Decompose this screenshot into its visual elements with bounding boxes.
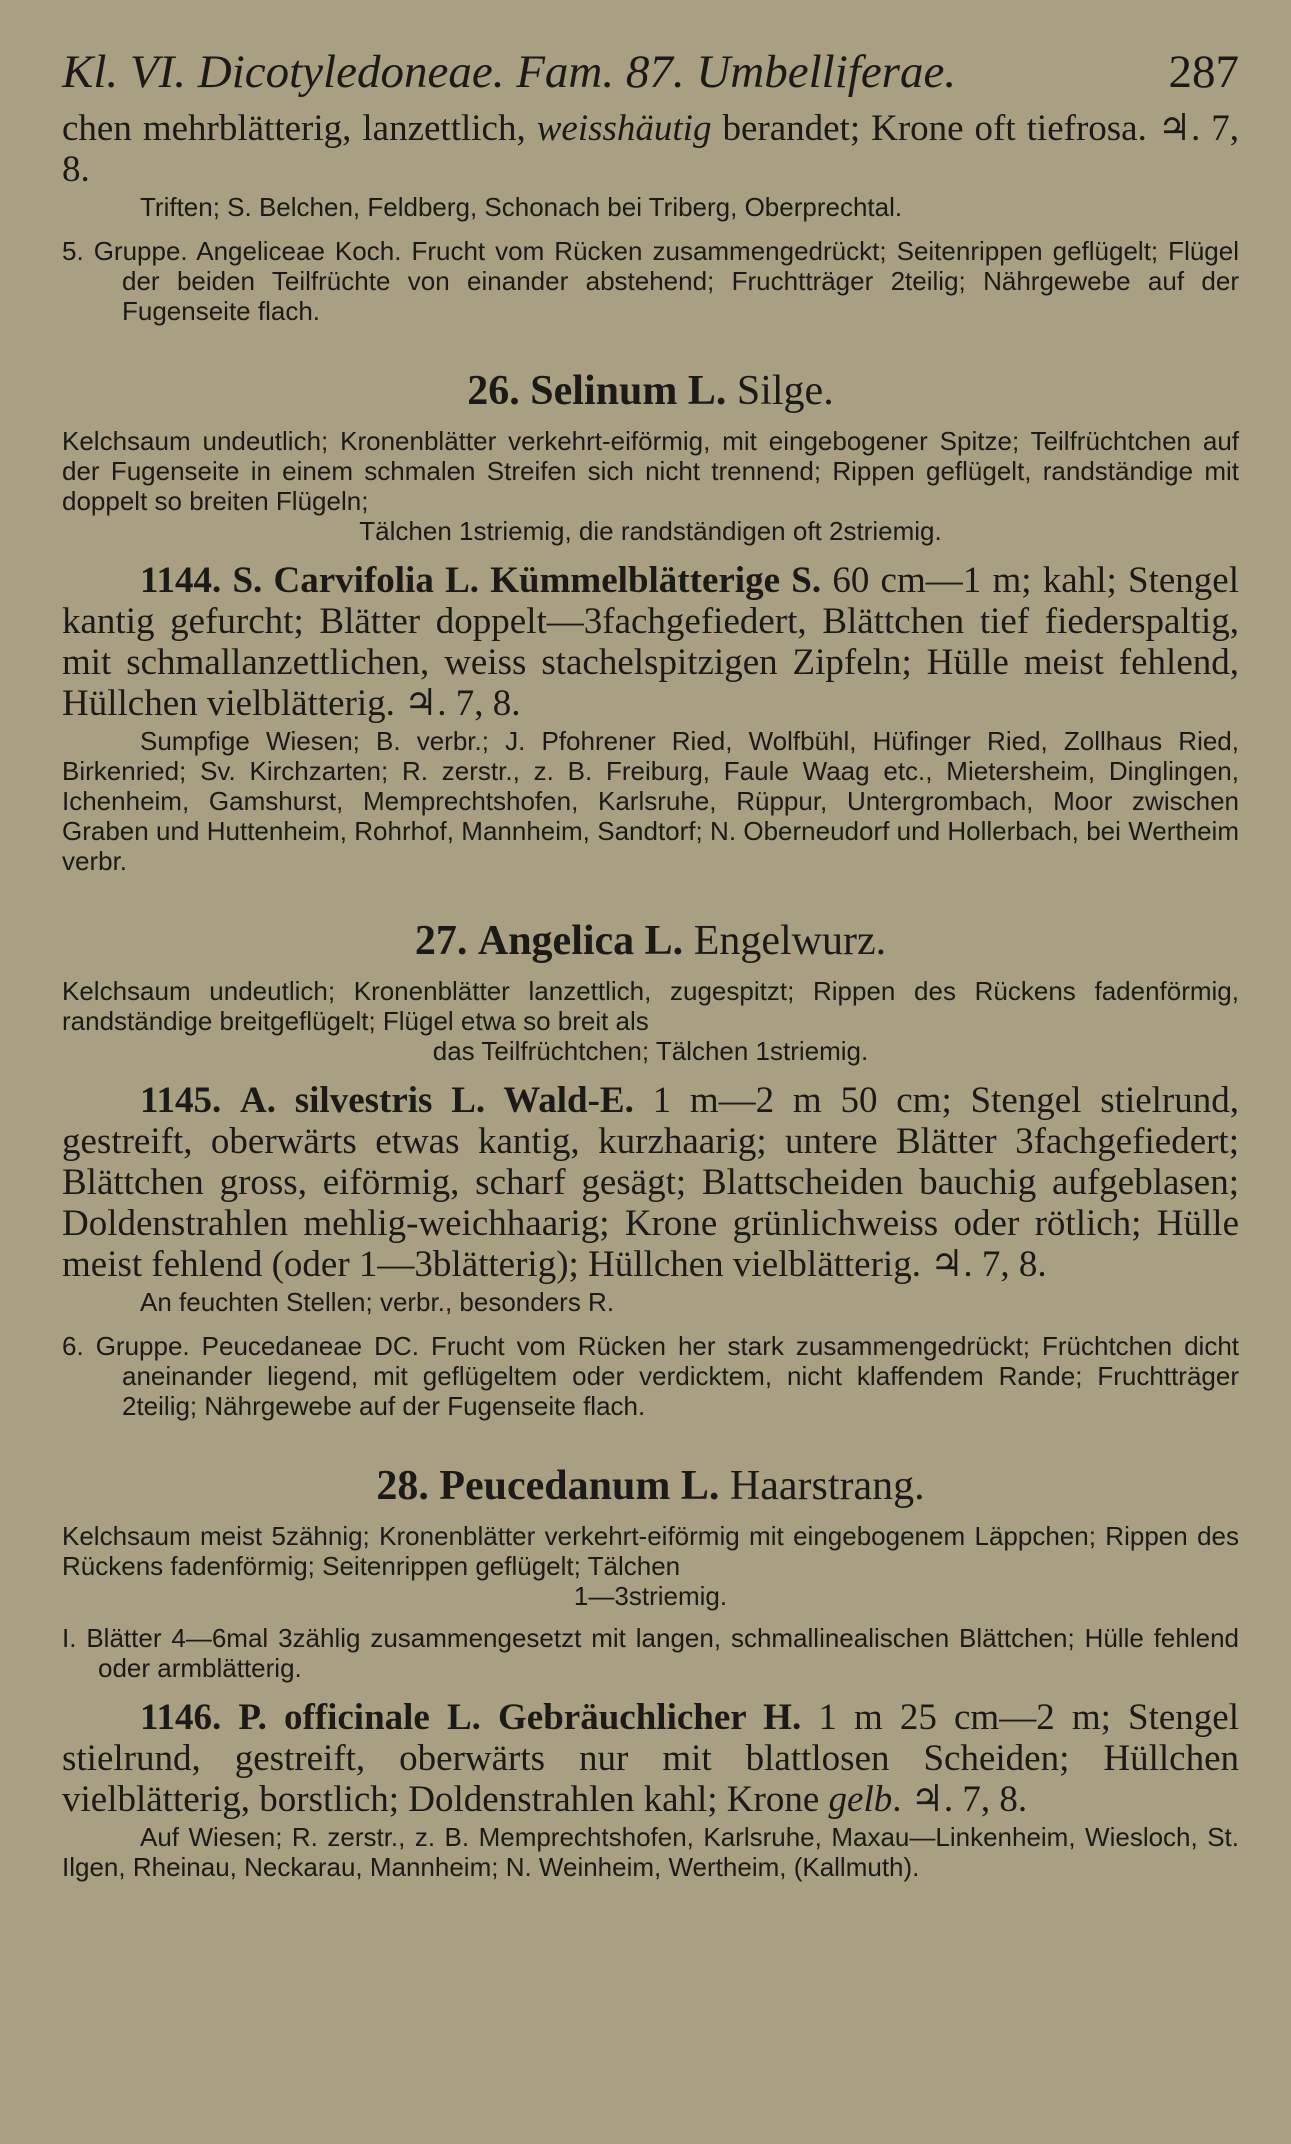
text-column xyxy=(62,44,1239,1882)
genus-desc-text: Kelchsaum undeutlich; Kronenblätter lanzettlich, zugespitzt; Rippen des Rückens fadenförmig, randständige breitgeflügelt; Flügel etwa so breit als xyxy=(62,976,1239,1036)
genus-28-description xyxy=(62,1521,1239,1611)
genus-common-name: Haarstrang. xyxy=(729,1463,925,1509)
genus-name: Peucedanum L. xyxy=(439,1463,720,1509)
species-description-end: . ♃. 7, 8. xyxy=(892,1779,1028,1820)
running-title: Kl. VI. Dicotyledoneae. Fam. 87. Umbelliferae. xyxy=(62,46,957,98)
species-name: P. officinale L. Gebräuchlicher H. xyxy=(238,1697,802,1738)
genus-desc-last-line: Tälchen 1striemig, die randständigen oft 2striemig. xyxy=(359,516,942,546)
species-description: 1 m 25 cm—2 m; Stengel stielrund, gestreift, oberwärts nur mit blattlosen Scheiden; Hüllchen vielblätterig, borstlich; Doldenstrahlen kahl; Krone xyxy=(62,1697,1240,1820)
species-1145 xyxy=(62,1080,1239,1285)
species-1144 xyxy=(62,560,1239,724)
running-header xyxy=(62,44,1239,100)
group-6-description: 6. Gruppe. Peucedaneae DC. Frucht vom Rücken her stark zusammengedrückt; Früchtchen dicht aneinander liegend, mit geflügeltem oder verdicktem, nicht klaffendem Rande; Fruchtträger 2teilig; Nährgewebe auf der Fugenseite flach. xyxy=(62,1331,1239,1421)
genus-common-name: Silge. xyxy=(736,368,834,414)
locality-note: Triften; S. Belchen, Feldberg, Schonach bei Triberg, Oberprechtal. xyxy=(140,192,903,222)
text-part: berandet; Krone oft tiefrosa. ♃. 7, 8. xyxy=(62,108,1239,190)
genus-number: 28. xyxy=(376,1463,429,1509)
continued-description xyxy=(62,108,1239,190)
subdivision-I: I. Blätter 4—6mal 3zählig zusammengesetzt mit langen, schmallinealischen Blättchen; Hülle fehlend oder armblätterig. xyxy=(62,1623,1239,1683)
text-part: chen mehrblätterig, lanzettlich, xyxy=(62,108,537,149)
species-description: 60 cm—1 m; kahl; Stengel kantig gefurcht; Blätter doppelt—3fachgefiedert, Blättchen tief fiederspaltig, mit schmallanzettlichen, weiss stachelspitzigen Zipfeln; Hülle meist fehlend, Hüllchen vielblätterig. ♃. 7, 8. xyxy=(62,560,1240,724)
genus-name: Angelica L. xyxy=(477,918,684,964)
species-1144-localities: Sumpfige Wiesen; B. verbr.; J. Pfohrener Ried, Wolfbühl, Hüfinger Ried, Zollhaus Ried, Birkenried; Sv. Kirchzarten; R. zerstr., z. B. Freiburg, Faule Waag etc., Mietersheim, Dinglingen, Ichenheim, Gamshurst, Memprechtshofen, Karlsruhe, Rüppur, Untergrombach, Moor zwischen Graben und Huttenheim, Rohrhof, Mannheim, Sandtorf; N. Oberneudorf und Hollerbach, bei Wertheim verbr. xyxy=(62,726,1239,876)
species-1146-localities: Auf Wiesen; R. zerstr., z. B. Memprechtshofen, Karlsruhe, Maxau—Linkenheim, Wiesloch, St. Ilgen, Rheinau, Neckarau, Mannheim; N. Weinheim, Wertheim, (Kallmuth). xyxy=(62,1822,1239,1882)
species-number: 1146. xyxy=(140,1697,222,1738)
species-name: S. Carvifolia L. Kümmelblätterige S. xyxy=(232,560,822,601)
species-number: 1145. xyxy=(140,1080,222,1121)
genus-27-heading xyxy=(62,916,1239,966)
genus-common-name: Engelwurz. xyxy=(693,918,887,964)
group-5-description: 5. Gruppe. Angeliceae Koch. Frucht vom Rücken zusammengedrückt; Seitenrippen geflügelt; Flügel der beiden Teilfrüchte von einander abstehend; Fruchtträger 2teilig; Nährgewebe auf der Fugenseite flach. xyxy=(62,236,1239,326)
emphasis: gelb xyxy=(828,1779,893,1820)
genus-name: Selinum L. xyxy=(530,368,727,414)
emphasis: weisshäutig xyxy=(536,108,712,149)
genus-28-heading xyxy=(62,1461,1239,1511)
species-1145-localities: An feuchten Stellen; verbr., besonders R. xyxy=(140,1287,615,1317)
genus-desc-text: Kelchsaum meist 5zähnig; Kronenblätter verkehrt-eiförmig mit eingebogenem Läppchen; Rippen des Rückens fadenförmig; Seitenrippen geflügelt; Tälchen xyxy=(62,1521,1239,1581)
genus-desc-text: Kelchsaum undeutlich; Kronenblätter verkehrt-eiförmig, mit eingebogener Spitze; Teilfrüchtchen auf der Fugenseite in einem schmalen Streifen sich nicht trennend; Rippen geflügelt, randständige mit doppelt so breiten Flügeln; xyxy=(62,426,1239,516)
genus-26-heading xyxy=(62,366,1239,416)
species-1146 xyxy=(62,1697,1239,1820)
genus-26-description xyxy=(62,426,1239,546)
genus-desc-last-line: das Teilfrüchtchen; Tälchen 1striemig. xyxy=(432,1036,869,1066)
genus-27-description xyxy=(62,976,1239,1066)
genus-number: 26. xyxy=(467,368,520,414)
page-number: 287 xyxy=(1168,46,1239,98)
genus-number: 27. xyxy=(414,918,468,964)
species-description: 1 m—2 m 50 cm; Stengel stielrund, gestreift, oberwärts etwas kantig, kurzhaarig; untere Blätter 3fachgefiedert; Blättchen gross, eiförmig, scharf gesägt; Blattscheiden bauchig aufgeblasen; Doldenstrahlen mehlig-weichhaarig; Krone grünlichweiss oder rötlich; Hülle meist fehlend (oder 1—3blätterig); Hüllchen vielblätterig. ♃. 7, 8. xyxy=(62,1080,1240,1285)
species-name: A. silvestris L. Wald-E. xyxy=(240,1080,634,1121)
species-number: 1144. xyxy=(140,560,222,601)
genus-desc-last-line: 1—3striemig. xyxy=(573,1581,728,1611)
